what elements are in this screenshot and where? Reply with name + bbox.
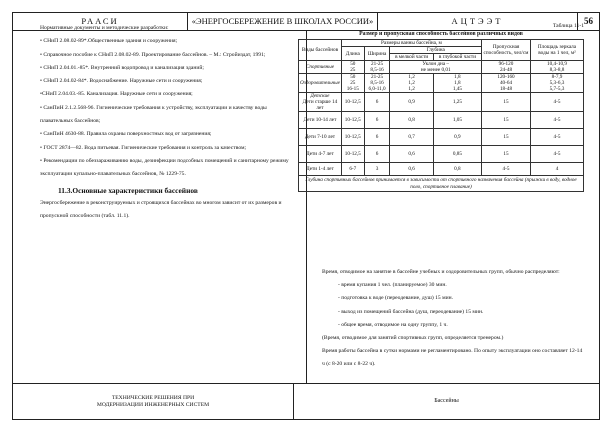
table-number: Таблица 11-1: [552, 23, 584, 29]
cell-width: 6: [364, 129, 390, 146]
normative-item: • ГОСТ 2874—82. Вода питьевая. Гигиенические требования и контроль за качеством;: [40, 144, 247, 151]
children-label: Детские: [310, 93, 330, 99]
cell-shallow: 0,6: [390, 163, 433, 176]
cell-area: 4: [531, 163, 584, 176]
cell-shallow: 1,2 1,2 1,2: [390, 74, 433, 93]
cell-deep: 1,25: [433, 93, 481, 112]
section-text: Энергосбережение в реконструируемых и строящихся бассейнах во многом зависит от их размеров и пропускной способности (табл. 11.1).: [40, 199, 282, 220]
cell-area: 4-5: [531, 112, 584, 129]
col-header-deep: в глубокой части: [433, 54, 481, 61]
page-number: 56: [584, 16, 593, 26]
cell-length: 50 25 16-15: [341, 74, 364, 93]
header-org: РААСИ: [13, 13, 188, 30]
normative-intro: Нормативные документы и методические разработки:: [40, 25, 169, 31]
table-title: Размер и пропускная способность бассейнов различных видов: [359, 31, 523, 37]
cell-shallow: 0,6: [390, 146, 433, 163]
cell-length: 10-12,5: [341, 146, 364, 163]
cell-capacity: 15: [482, 146, 531, 163]
table-row: [299, 61, 584, 74]
cell-length: 6-7: [341, 163, 364, 176]
footer-series-line2: МОДЕРНИЗАЦИИ ИНЖЕНЕРНЫХ СИСТЕМ: [96, 402, 210, 408]
col-header-capacity: Пропускная способность, чел/см: [482, 40, 531, 61]
operating-hours: Время работы бассейна в сутки нормами не регламентировано. По опыту эксплуатации оно составляет 12-14 ч (с 8-20 или с 8-22 ч).: [322, 348, 583, 368]
table-row: [299, 146, 584, 163]
table-row: [299, 163, 584, 176]
col-header-width: Ширина: [364, 47, 390, 61]
cell-type: Дети 7-10 лет: [299, 129, 342, 146]
cell-shallow: 0,7: [390, 129, 433, 146]
left-column: [20, 22, 290, 223]
cell-width: 6: [364, 93, 390, 112]
cell-area: 4-5: [531, 146, 584, 163]
cell-deep: 0,8: [433, 163, 481, 176]
footer-series: [13, 384, 294, 419]
cell-capacity: 15: [482, 93, 531, 112]
table-row: [299, 93, 584, 112]
cell-area: 10,4-10,9 8,3-8,8: [531, 61, 584, 74]
cell-width: 21-25 8,5-16: [364, 61, 390, 74]
cell-type: Дети 1-4 лет: [299, 163, 342, 176]
cell-area: 4-5: [531, 129, 584, 146]
cell-capacity: 96-120 24-48: [482, 61, 531, 74]
sport-note: (Время, отводимое для занятий спортивных групп, определяется тренером.): [322, 335, 504, 342]
table-row: [299, 112, 584, 129]
normative-item: • СНиП 2.08.02-89*.Общественные здания и сооружения;: [40, 38, 178, 45]
col-header-area: Площадь зеркала воды на 1 чел, м²: [531, 40, 584, 61]
cell-type: Дети 10-14 лет: [299, 112, 342, 129]
footer-series-line1: ТЕХНИЧЕСКИЕ РЕШЕНИЯ ПРИ: [111, 395, 195, 401]
cell-shallow: 0,9: [390, 93, 433, 112]
pool-table: [298, 39, 584, 176]
col-header-depth: Глубина: [390, 47, 482, 54]
cell-shallow: 0,8: [390, 112, 433, 129]
cell-deep: 0,9: [433, 129, 481, 146]
normative-item: • Справочное пособие к СНиП 2.08.02-89. Проектирование бассейнов. – М.: Стройиздат, 1991;: [40, 51, 266, 58]
right-column: [298, 22, 584, 192]
cell-capacity: 15: [482, 112, 531, 129]
children-group: Дети старше 14 лет: [302, 99, 338, 111]
cell-width: 6: [364, 112, 390, 129]
table-row: [299, 129, 584, 146]
cell-capacity: 15: [482, 129, 531, 146]
cell-area: 8-7,9 5,3-6,3 5,7-5,3: [531, 74, 584, 93]
col-header-length: Длина: [341, 47, 364, 61]
cell-length: 10-12,5: [341, 129, 364, 146]
table-note: Глубина спортивных бассейнов принимается в зависимости от спортивного назначения бассейна (прыжки в воду, водное поло, спортивное плавание): [298, 176, 584, 192]
page-footer: [13, 383, 599, 419]
cell-type: Дети 4-7 лет: [299, 146, 342, 163]
cell-type: Спортивные: [299, 61, 342, 74]
schedule-item: - общее время, отводимое на одну группу, 1 ч.: [338, 321, 448, 328]
col-header-shallow: в мелкой части: [390, 54, 433, 61]
cell-depth: Уклон дна – не менее 0,01: [390, 61, 482, 74]
right-text: [310, 266, 586, 372]
header-title: «ЭНЕРГОСБЕРЕЖЕНИЕ В ШКОЛАХ РОССИИ»: [188, 13, 378, 30]
cell-width: 6: [364, 146, 390, 163]
cell-type: Оздоровительные: [299, 74, 342, 93]
schedule-item: - подготовка к воде (переодевание, душ) 15 мин.: [338, 295, 454, 302]
table-row: [299, 74, 584, 93]
schedule-item: - время купания 1 чел. (планируемое) 30 мин.: [338, 282, 447, 289]
cell-deep: 1,8 1,8 1,45: [433, 74, 481, 93]
cell-capacity: 4-5: [482, 163, 531, 176]
normative-item: •СНиП 2.04.03.-85. Канализация. Наружные сети и сооружения;: [40, 91, 193, 98]
cell-width: 3: [364, 163, 390, 176]
cell-length: 10-12,5: [341, 112, 364, 129]
col-header-type: Виды бассейнов: [299, 40, 342, 61]
cell-deep: 1,05: [433, 112, 481, 129]
normative-item: • СанПиН 2.1.2.568-96. Гигиенические требования к устройству, эксплуатации и качеству воды плавательных бассейнов;: [40, 104, 267, 125]
normative-item: • СНиП 2.04.01.-85*. Внутренний водопровод и канализация зданий;: [40, 64, 204, 71]
cell-length: 10-12,5: [341, 93, 364, 112]
normative-item: • СНиП 2.04.02-84*. Водоснабжение. Наружные сети и сооружения;: [40, 78, 203, 85]
cell-capacity: 120-160 40-64 18-48: [482, 74, 531, 93]
col-header-size: Размеры ванны бассейна, м: [341, 40, 481, 47]
schedule-intro: Время, отводимое на занятие в бассейне учебных и оздоровительных групп, обычно распределяют:: [322, 269, 560, 275]
section-title: 11.3.Основные характеристики бассейнов: [58, 185, 198, 195]
cell-area: 4-5: [531, 93, 584, 112]
cell-width: 21-25 8,5-16 6,0-11,0: [364, 74, 390, 93]
cell-length: 50 25: [341, 61, 364, 74]
normative-item: • СанПиН 4630-88. Правила охраны поверхностных вод от загрязнения;: [40, 131, 212, 138]
footer-chapter: Бассейны: [434, 398, 459, 404]
header-code: АЦТЭЭТ: [378, 13, 578, 30]
normative-item: • Рекомендации по обеззараживанию воды, дезинфекции подсобных помещений и санитарному режиму эксплуатации купально-плавательных бассейнов, № 1229-75.: [40, 157, 289, 178]
schedule-item: - выход из помещений бассейна (душ, переодевание) 15 мин.: [338, 308, 484, 315]
cell-type: [299, 93, 342, 112]
cell-deep: 0,85: [433, 146, 481, 163]
